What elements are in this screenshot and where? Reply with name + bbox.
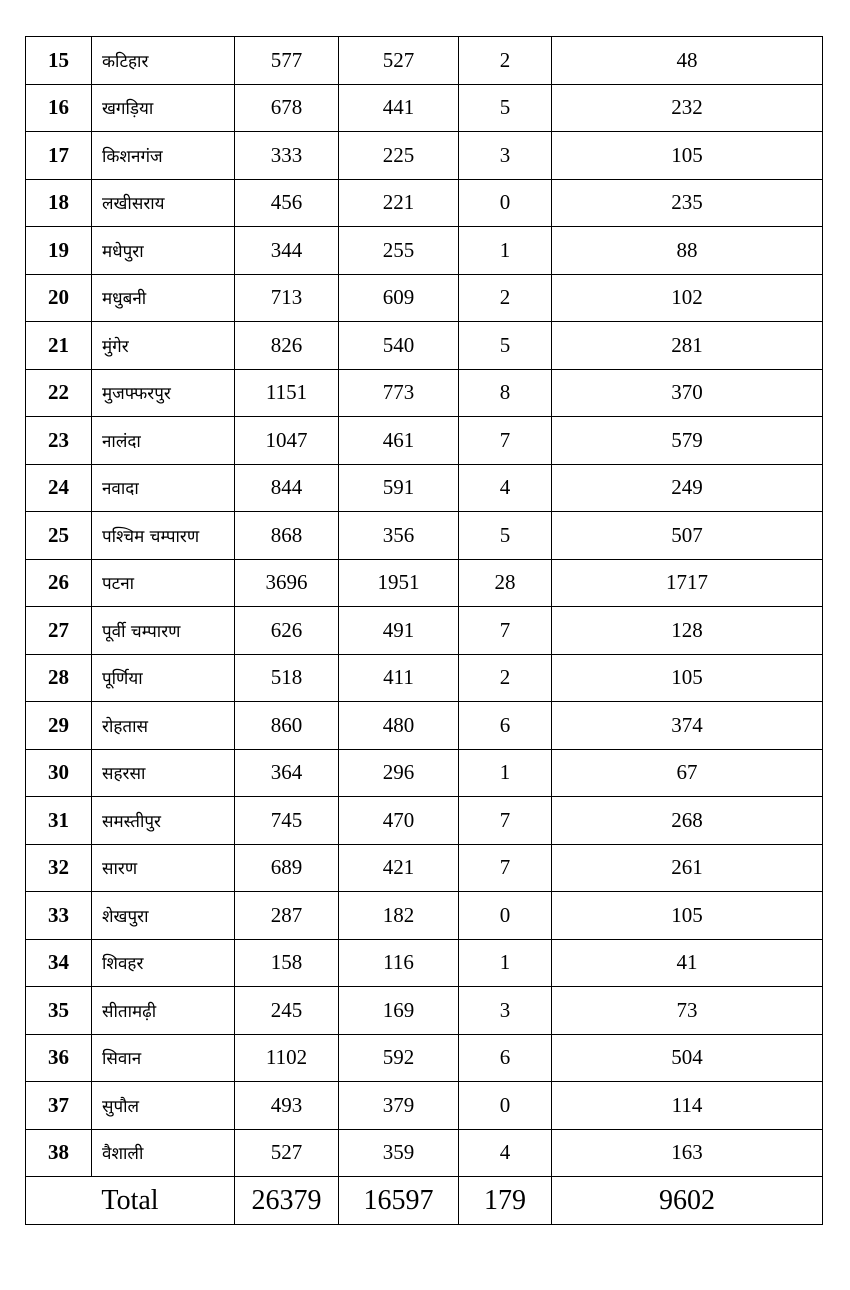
district-name-cell: खगड़िया [92,84,235,132]
value-cell: 0 [459,892,552,940]
value-cell: 745 [235,797,339,845]
table-row [26,892,823,940]
value-cell: 3 [459,132,552,180]
value-cell: 868 [235,512,339,560]
district-name-cell: मुंगेर [92,322,235,370]
value-cell: 507 [552,512,823,560]
value-cell: 374 [552,702,823,750]
total-label: Total [26,1177,235,1225]
district-name-cell: शिवहर [92,939,235,987]
value-cell: 518 [235,654,339,702]
district-name-cell: समस्तीपुर [92,797,235,845]
serial-number-cell: 31 [26,797,92,845]
table-row [26,749,823,797]
table-row [26,227,823,275]
district-name-cell: पूर्णिया [92,654,235,702]
serial-number-cell: 36 [26,1034,92,1082]
district-name-cell: सहरसा [92,749,235,797]
total-cell: 26379 [235,1177,339,1225]
value-cell: 333 [235,132,339,180]
value-cell: 626 [235,607,339,655]
table-body [26,37,823,1177]
serial-number-cell: 25 [26,512,92,560]
value-cell: 370 [552,369,823,417]
value-cell: 441 [339,84,459,132]
value-cell: 493 [235,1082,339,1130]
table-row [26,179,823,227]
value-cell: 5 [459,84,552,132]
value-cell: 182 [339,892,459,940]
value-cell: 1102 [235,1034,339,1082]
value-cell: 116 [339,939,459,987]
value-cell: 356 [339,512,459,560]
serial-number-cell: 15 [26,37,92,85]
serial-number-cell: 21 [26,322,92,370]
value-cell: 2 [459,274,552,322]
serial-number-cell: 19 [26,227,92,275]
value-cell: 527 [235,1129,339,1177]
serial-number-cell: 22 [26,369,92,417]
value-cell: 713 [235,274,339,322]
district-name-cell: नवादा [92,464,235,512]
table-row [26,464,823,512]
value-cell: 7 [459,417,552,465]
value-cell: 579 [552,417,823,465]
district-name-cell: लखीसराय [92,179,235,227]
value-cell: 245 [235,987,339,1035]
value-cell: 504 [552,1034,823,1082]
serial-number-cell: 32 [26,844,92,892]
district-name-cell: कटिहार [92,37,235,85]
table-row [26,369,823,417]
value-cell: 2 [459,654,552,702]
value-cell: 773 [339,369,459,417]
value-cell: 114 [552,1082,823,1130]
table-row [26,987,823,1035]
table-row [26,84,823,132]
table-row [26,844,823,892]
district-name-cell: नालंदा [92,417,235,465]
district-name-cell: सिवान [92,1034,235,1082]
value-cell: 225 [339,132,459,180]
serial-number-cell: 18 [26,179,92,227]
value-cell: 6 [459,702,552,750]
value-cell: 844 [235,464,339,512]
value-cell: 678 [235,84,339,132]
table-row [26,607,823,655]
value-cell: 359 [339,1129,459,1177]
serial-number-cell: 38 [26,1129,92,1177]
table-row [26,654,823,702]
value-cell: 1151 [235,369,339,417]
value-cell: 5 [459,512,552,560]
value-cell: 2 [459,37,552,85]
table-row [26,417,823,465]
value-cell: 221 [339,179,459,227]
table-row [26,702,823,750]
serial-number-cell: 33 [26,892,92,940]
serial-number-cell: 24 [26,464,92,512]
value-cell: 88 [552,227,823,275]
value-cell: 592 [339,1034,459,1082]
value-cell: 5 [459,322,552,370]
serial-number-cell: 28 [26,654,92,702]
value-cell: 540 [339,322,459,370]
total-cell: 16597 [339,1177,459,1225]
value-cell: 591 [339,464,459,512]
value-cell: 826 [235,322,339,370]
value-cell: 0 [459,179,552,227]
value-cell: 28 [459,559,552,607]
district-name-cell: मधुबनी [92,274,235,322]
table-row [26,797,823,845]
value-cell: 461 [339,417,459,465]
district-name-cell: किशनगंज [92,132,235,180]
district-data-table [25,36,823,1225]
table-row [26,322,823,370]
value-cell: 7 [459,797,552,845]
value-cell: 4 [459,464,552,512]
value-cell: 8 [459,369,552,417]
district-name-cell: सारण [92,844,235,892]
value-cell: 421 [339,844,459,892]
table-row [26,559,823,607]
value-cell: 860 [235,702,339,750]
value-cell: 344 [235,227,339,275]
serial-number-cell: 26 [26,559,92,607]
district-name-cell: मधेपुरा [92,227,235,275]
value-cell: 1 [459,749,552,797]
value-cell: 1047 [235,417,339,465]
district-name-cell: सीतामढ़ी [92,987,235,1035]
district-name-cell: रोहतास [92,702,235,750]
value-cell: 3 [459,987,552,1035]
value-cell: 364 [235,749,339,797]
value-cell: 1951 [339,559,459,607]
district-name-cell: पश्चिम चम्पारण [92,512,235,560]
district-name-cell: वैशाली [92,1129,235,1177]
table-row [26,37,823,85]
value-cell: 105 [552,892,823,940]
value-cell: 105 [552,654,823,702]
value-cell: 470 [339,797,459,845]
value-cell: 689 [235,844,339,892]
value-cell: 73 [552,987,823,1035]
value-cell: 0 [459,1082,552,1130]
district-name-cell: सुपौल [92,1082,235,1130]
value-cell: 281 [552,322,823,370]
value-cell: 163 [552,1129,823,1177]
value-cell: 169 [339,987,459,1035]
value-cell: 128 [552,607,823,655]
serial-number-cell: 34 [26,939,92,987]
table-row [26,274,823,322]
serial-number-cell: 37 [26,1082,92,1130]
serial-number-cell: 27 [26,607,92,655]
value-cell: 411 [339,654,459,702]
value-cell: 287 [235,892,339,940]
value-cell: 158 [235,939,339,987]
value-cell: 527 [339,37,459,85]
value-cell: 379 [339,1082,459,1130]
value-cell: 48 [552,37,823,85]
serial-number-cell: 23 [26,417,92,465]
value-cell: 4 [459,1129,552,1177]
table-row [26,512,823,560]
value-cell: 261 [552,844,823,892]
table-row [26,1129,823,1177]
value-cell: 7 [459,607,552,655]
value-cell: 577 [235,37,339,85]
table-row [26,939,823,987]
value-cell: 67 [552,749,823,797]
value-cell: 268 [552,797,823,845]
value-cell: 3696 [235,559,339,607]
total-cell: 9602 [552,1177,823,1225]
table-row [26,1082,823,1130]
value-cell: 7 [459,844,552,892]
serial-number-cell: 17 [26,132,92,180]
value-cell: 232 [552,84,823,132]
value-cell: 255 [339,227,459,275]
serial-number-cell: 29 [26,702,92,750]
value-cell: 1 [459,939,552,987]
district-name-cell: शेखपुरा [92,892,235,940]
district-name-cell: पूर्वी चम्पारण [92,607,235,655]
serial-number-cell: 16 [26,84,92,132]
table-row [26,132,823,180]
value-cell: 235 [552,179,823,227]
table-row [26,1034,823,1082]
value-cell: 41 [552,939,823,987]
value-cell: 456 [235,179,339,227]
value-cell: 1717 [552,559,823,607]
value-cell: 491 [339,607,459,655]
value-cell: 296 [339,749,459,797]
value-cell: 480 [339,702,459,750]
value-cell: 249 [552,464,823,512]
total-row [26,1177,823,1225]
value-cell: 1 [459,227,552,275]
serial-number-cell: 20 [26,274,92,322]
value-cell: 6 [459,1034,552,1082]
district-name-cell: मुजफ्फरपुर [92,369,235,417]
value-cell: 105 [552,132,823,180]
serial-number-cell: 30 [26,749,92,797]
total-cell: 179 [459,1177,552,1225]
serial-number-cell: 35 [26,987,92,1035]
value-cell: 102 [552,274,823,322]
district-name-cell: पटना [92,559,235,607]
value-cell: 609 [339,274,459,322]
